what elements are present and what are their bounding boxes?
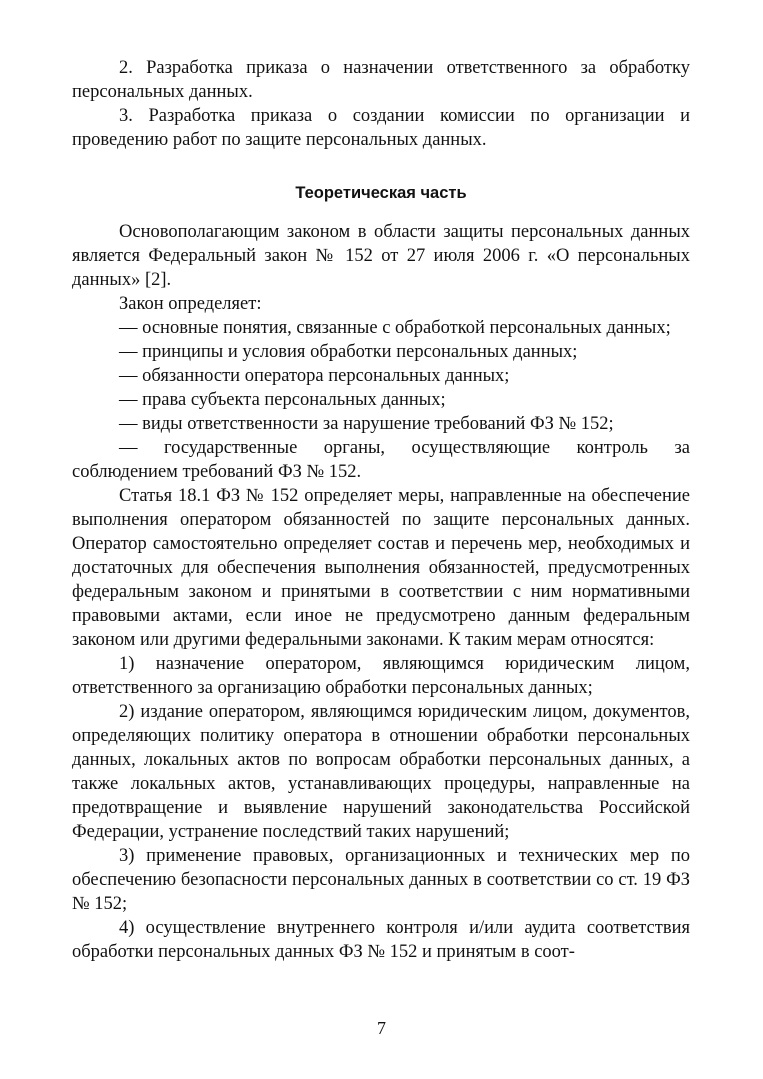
measure-item: 4) осуществление внутреннего контроля и/или аудита соответствия обработки персональных данных ФЗ № 152 и принятым в соот- <box>72 918 690 962</box>
law-defines-label: Закон определяет: <box>119 294 262 314</box>
measure-item: 2) издание оператором, являющимся юридическим лицом, документов, определяющих политику оператора в отношении обработки персональных данных, локальных актов по вопросам обработки персональных данных, а также локальных актов, устанавливающих процедуры, направленные на предотвращение и выявление нарушений законодательства Российской Федерации, устранение последствий таких нарушений; <box>72 702 690 842</box>
law-list-item: — права субъекта персональных данных; <box>119 390 446 410</box>
page-number: 7 <box>377 1018 386 1038</box>
law-intro-paragraph: Основополагающим законом в области защиты персональных данных является Федеральный закон № 152 от 27 июля 2006 г. «О персональных данных» [2]. <box>72 222 690 290</box>
article-paragraph: Статья 18.1 ФЗ № 152 определяет меры, направленные на обеспечение выполнения оператором обязанностей по защите персональных данных. Оператор самостоятельно определяет состав и перечень мер, необходимых и достаточных для обеспечения выполнения обязанностей, предусмотренных федеральным законом и принятыми в соответствии с ним нормативными правовыми актами, если иное не предусмотрено данным федеральным законом или другими федеральными законами. К таким мерам относятся: <box>72 486 690 650</box>
intro-item: 3. Разработка приказа о создании комиссии по организации и проведению работ по защите персональных данных. <box>72 106 690 150</box>
law-list-item: — государственные органы, осуществляющие контроль за соблюдением требований ФЗ № 152. <box>72 438 690 482</box>
intro-item: 2. Разработка приказа о назначении ответственного за обработку персональных данных. <box>72 58 690 102</box>
law-list-item: — основные понятия, связанные с обработкой персональных данных; <box>119 318 671 338</box>
measure-item: 1) назначение оператором, являющимся юридическим лицом, ответственного за организацию обработки персональных данных; <box>72 654 690 698</box>
measure-item: 3) применение правовых, организационных и технических мер по обеспечению безопасности персональных данных в соответствии со ст. 19 ФЗ № 152; <box>72 846 690 914</box>
law-list-item: — виды ответственности за нарушение требований ФЗ № 152; <box>119 414 614 434</box>
law-list-item: — обязанности оператора персональных данных; <box>119 366 510 386</box>
law-list-item: — принципы и условия обработки персональных данных; <box>119 342 578 362</box>
section-title: Теоретическая часть <box>295 184 467 202</box>
document-page <box>72 56 690 964</box>
